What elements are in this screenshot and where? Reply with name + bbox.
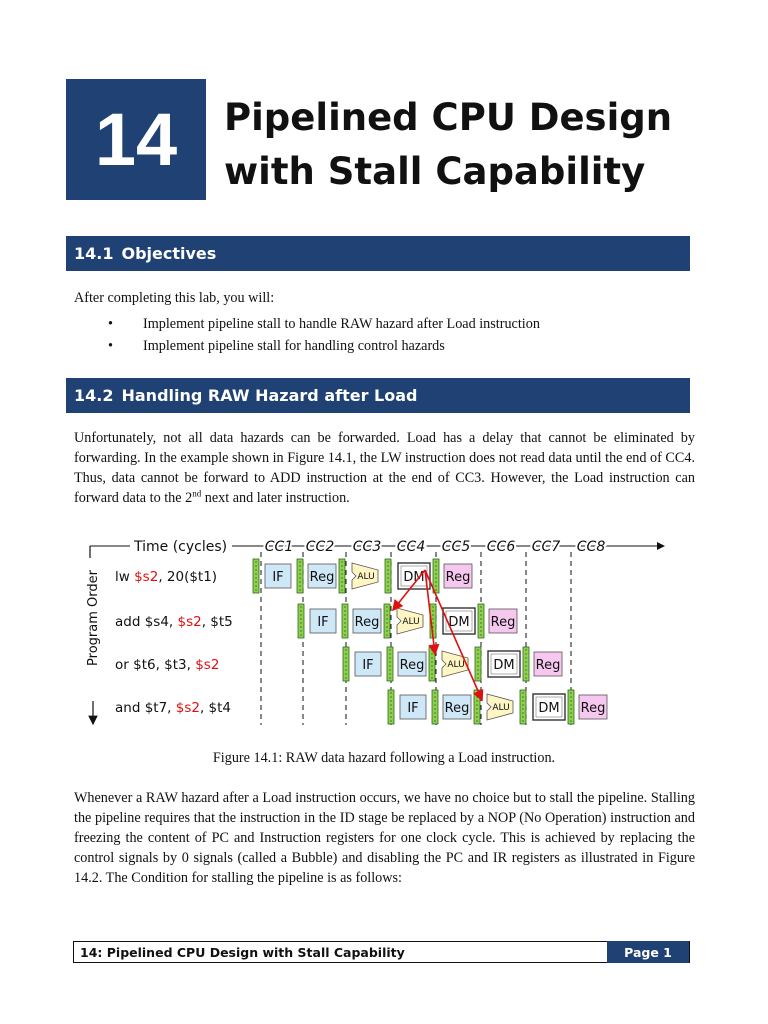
alu-label: ALU — [402, 617, 420, 627]
cycle-label: CC8 — [576, 539, 606, 555]
instruction-text: lw — [115, 569, 135, 585]
data-memory-label: DM — [448, 615, 470, 630]
stage-reg-write-label: Reg — [580, 701, 606, 716]
objectives-intro: After completing this lab, you will: — [74, 290, 275, 306]
register-highlight: $s2 — [175, 700, 200, 716]
pipeline-register — [387, 647, 393, 681]
pipeline-register — [385, 559, 391, 593]
time-label: Time (cycles) — [134, 539, 228, 555]
stage-reg-write-label: Reg — [490, 615, 516, 630]
pipeline-register — [433, 559, 439, 593]
program-order-label: Program Order — [86, 570, 101, 666]
chapter-number: 14 — [94, 98, 178, 181]
section-heading-raw-hazard — [66, 378, 690, 413]
stage-reg-read-label: Reg — [444, 701, 470, 716]
alu-label: ALU — [492, 703, 510, 713]
superscript: nd — [192, 488, 202, 499]
cycle-label: CC1 — [264, 539, 294, 555]
stage-reg-read-label: Reg — [309, 570, 335, 585]
instruction-label — [115, 614, 233, 630]
pipeline-register — [478, 604, 484, 638]
chapter-number-box — [66, 79, 206, 200]
instruction-text: , $t5 — [201, 614, 233, 630]
pipeline-register — [253, 559, 259, 593]
data-memory-label: DM — [538, 701, 560, 716]
section-heading-objectives — [66, 236, 690, 271]
stage-reg-write-label: Reg — [535, 658, 561, 673]
pipeline-register — [475, 647, 481, 681]
register-highlight: $s2 — [134, 569, 159, 585]
objective-item: • Implement pipeline stall for handling control hazards — [74, 335, 540, 357]
pipeline-register — [568, 690, 574, 724]
stage-reg-write-label: Reg — [445, 570, 471, 585]
section-title: Handling RAW Hazard after Load — [121, 386, 418, 405]
footer-title: 14: Pipelined CPU Design with Stall Capability — [80, 945, 405, 960]
cycle-label: CC5 — [441, 539, 471, 555]
pipeline-register — [342, 604, 348, 638]
pipeline-register — [343, 647, 349, 681]
pipeline-register — [523, 647, 529, 681]
stage-if-label: IF — [362, 658, 374, 673]
section-number: 14.2 — [74, 386, 114, 405]
footer-page-number: Page 1 — [607, 941, 689, 963]
cycle-label: CC4 — [396, 539, 426, 555]
chapter-title-line1: Pipelined CPU Design — [224, 96, 673, 139]
figure-caption: Figure 14.1: RAW data hazard following a Load instruction. — [212, 750, 556, 766]
pipeline-register — [298, 604, 304, 638]
instruction-text: add $s4, — [115, 614, 178, 630]
pipeline-register — [297, 559, 303, 593]
instruction-text: and $t7, — [115, 700, 176, 716]
data-memory-label: DM — [493, 658, 515, 673]
pipeline-figure — [80, 528, 680, 733]
paragraph-text: Unfortunately, not all data hazards can be forwarded. Load has a delay that cannot be eliminated by forwarding. In the example shown in Figure 14.1, the LW instruction does not read data until the end of CC4. Thus, data cannot be forward to ADD instruction at the end of CC3. However, the Load instruction can forward data to the 2 — [74, 430, 695, 506]
instruction-text: , $t4 — [199, 700, 232, 716]
register-highlight: $s2 — [177, 614, 202, 630]
stage-if-label: IF — [272, 570, 284, 585]
cycle-label: CC3 — [352, 539, 382, 555]
objectives-list — [74, 313, 540, 357]
paragraph-raw-hazard — [74, 428, 695, 508]
cycle-label: CC6 — [486, 539, 516, 555]
alu-label: ALU — [447, 660, 465, 670]
register-highlight: $s2 — [195, 657, 220, 673]
chapter-title-line2: with Stall Capability — [224, 150, 646, 193]
pipeline-register — [384, 604, 390, 638]
chapter-title — [224, 91, 744, 199]
section-number: 14.1 — [74, 244, 114, 263]
instruction-label — [115, 569, 217, 585]
pipeline-register — [339, 559, 345, 593]
page-footer — [73, 941, 690, 963]
section-title: Objectives — [121, 244, 217, 263]
stage-if-label: IF — [317, 615, 329, 630]
instruction-label — [115, 657, 219, 673]
pipeline-register — [388, 690, 394, 724]
paragraph-stall: Whenever a RAW hazard after a Load instruction occurs, we have no choice but to stall the pipeline. Stalling the pipeline requires that the instruction in the ID stage be replaced by a NOP (No Operation) instruction and freezing the content of PC and Instruction registers for one clock cycle. This is achieved by replacing the control signals by 0 signals (called a Bubble) and disabling the PC and IR registers as illustrated in Figure 14.2. The Condition for stalling the pipeline is as follows: — [74, 790, 695, 886]
instruction-text: or $t6, $t3, — [115, 657, 196, 673]
pipeline-register — [520, 690, 526, 724]
objective-item: • Implement pipeline stall to handle RAW hazard after Load instruction — [74, 313, 540, 335]
alu-label: ALU — [357, 572, 375, 582]
instruction-text: , 20($t1) — [158, 569, 218, 585]
cycle-label: CC7 — [531, 539, 561, 555]
stage-reg-read-label: Reg — [399, 658, 425, 673]
pipeline-register — [432, 690, 438, 724]
stage-if-label: IF — [407, 701, 419, 716]
cycle-label: CC2 — [305, 539, 335, 555]
data-memory-label: DM — [403, 570, 425, 585]
instruction-label — [115, 700, 231, 716]
stage-reg-read-label: Reg — [354, 615, 380, 630]
paragraph-text-end: next and later instruction. — [201, 490, 350, 506]
